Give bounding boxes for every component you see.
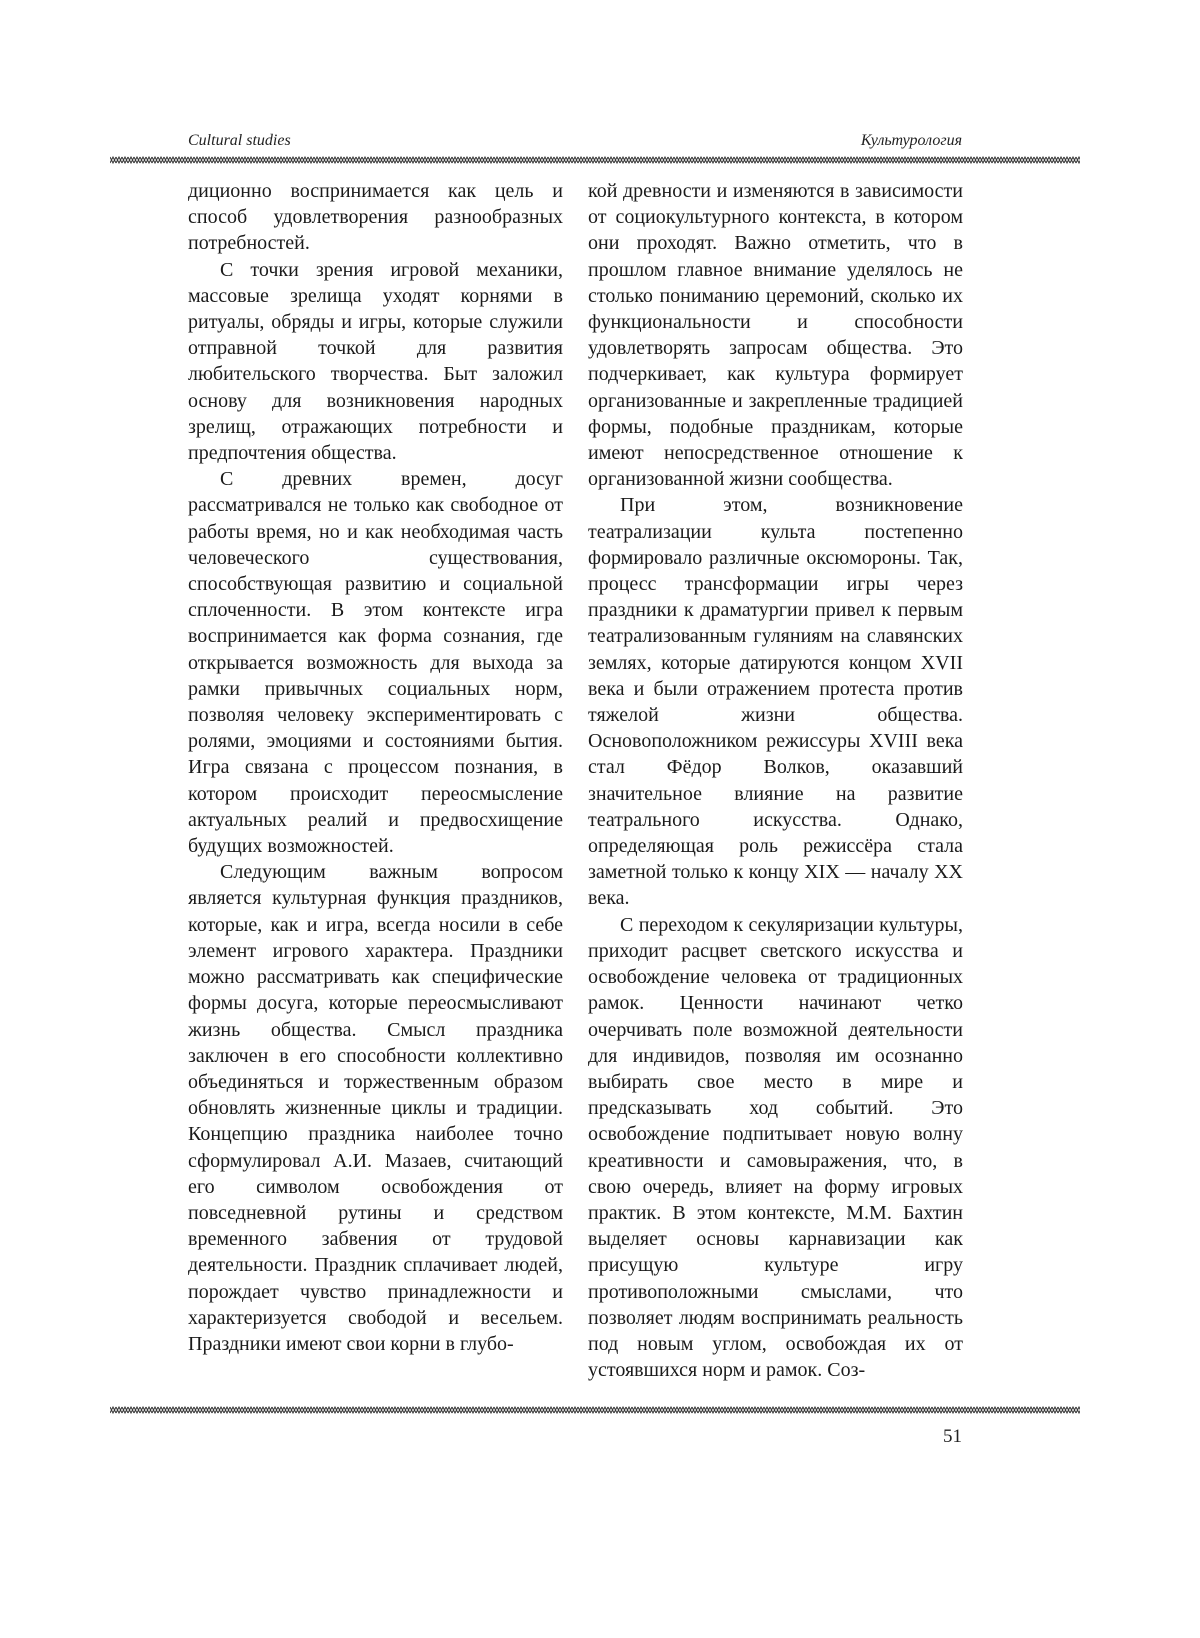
paragraph: С древних времен, досуг рассматривался не только как свободное от работы время, но и как необходимая часть человеческого существования, способствующая развитию и социальной сплоченности. В этом контексте игра воспринимается как форма сознания, где открывается возможность для выхода за рамки привычных социальных норм, позволяя человеку экспериментировать с ролями, эмоциями и состояниями бытия. Игра связана с процессом познания, в котором происходит переосмысление актуальных реалий и предвосхищение будущих возможностей. bbox=[188, 468, 563, 858]
paragraph: Следующим важным вопросом является культурная функция праздников, которые, как и игра, всегда носили в себе элемент игрового характера. Праздники можно рассматривать как специфические формы досуга, которые переосмысливают жизнь общества. Смысл праздника заключен в его способности коллективно объединяться и торжественным образом обновлять жизненные циклы и традиции. Концепцию праздника наиболее точно сформулировал А.И. Мазаев, считающий его символом освобождения от повседневной рутины и средством временного забвения от трудовой деятельности. Праздник сплачивает людей, порождает чувство принадлежности и характеризуется свободой и весельем. Праздники имеют свои корни в глубо- bbox=[188, 861, 563, 1355]
paragraph: С переходом к секуляризации культуры, приходит расцвет светского искусства и освобождение человека от традиционных рамок. Ценности начинают четко очерчивать поле возможной деятельности для индивидов, позволяя им осознанно выбирать свое место в мире и предсказывать ход событий. Это освобождение подпитывает новую волну креативности и самовыражения, что, в свою очередь, влияет на форму игровых практик. В этом контексте, М.М. Бахтин выделяет основы карнавизации как присущую культуре игру противоположными смыслами, что позволяет людям воспринимать реальность под новым углом, освобождая их от устоявшихся норм и рамок. Соз- bbox=[588, 913, 963, 1382]
bottom-ornament-rule bbox=[110, 1405, 1080, 1415]
text-column-left bbox=[188, 178, 563, 1357]
text-column-right bbox=[588, 178, 963, 1383]
top-ornament-rule bbox=[110, 155, 1080, 165]
running-head-english: Cultural studies bbox=[188, 132, 291, 149]
paragraph: При этом, возникновение театрализации культа постепенно формировало различные оксюмороны. Так, процесс трансформации игры через праздники к драматургии привел к первым театрализованным гуляниям на славянских землях, которые датируются концом XVII века и были отражением протеста против тяжелой жизни общества. Основоположником режиссуры XVIII века стал Фёдор Волков, оказавший значительное влияние на развитие театрального искусства. Однако, определяющая роль режиссёра стала заметной только к концу XIX — началу XX века. bbox=[588, 494, 963, 910]
paragraph: диционно воспринимается как цель и способ удовлетворения разнообразных потребностей. bbox=[188, 180, 563, 255]
page-number: 51 bbox=[943, 1426, 962, 1447]
running-head bbox=[188, 132, 962, 154]
running-head-russian: Культурология bbox=[860, 132, 962, 149]
paragraph: С точки зрения игровой механики, массовые зрелища уходят корнями в ритуалы, обряды и игры, которые служили отправной точкой для развития любительского творчества. Быт заложил основу для возникновения народных зрелищ, отражающих потребности и предпочтения общества. bbox=[188, 258, 563, 465]
paragraph: кой древности и изменяются в зависимости от социокультурного контекста, в котором они проходят. Важно отметить, что в прошлом главное внимание уделялось не столько пониманию церемоний, сколько их функциональности и способности удовлетворять запросам общества. Это подчеркивает, как культура формирует организованные и закрепленные традицией формы, подобные праздникам, которые имеют непосредственное отношение к организованной жизни сообщества. bbox=[588, 180, 963, 491]
